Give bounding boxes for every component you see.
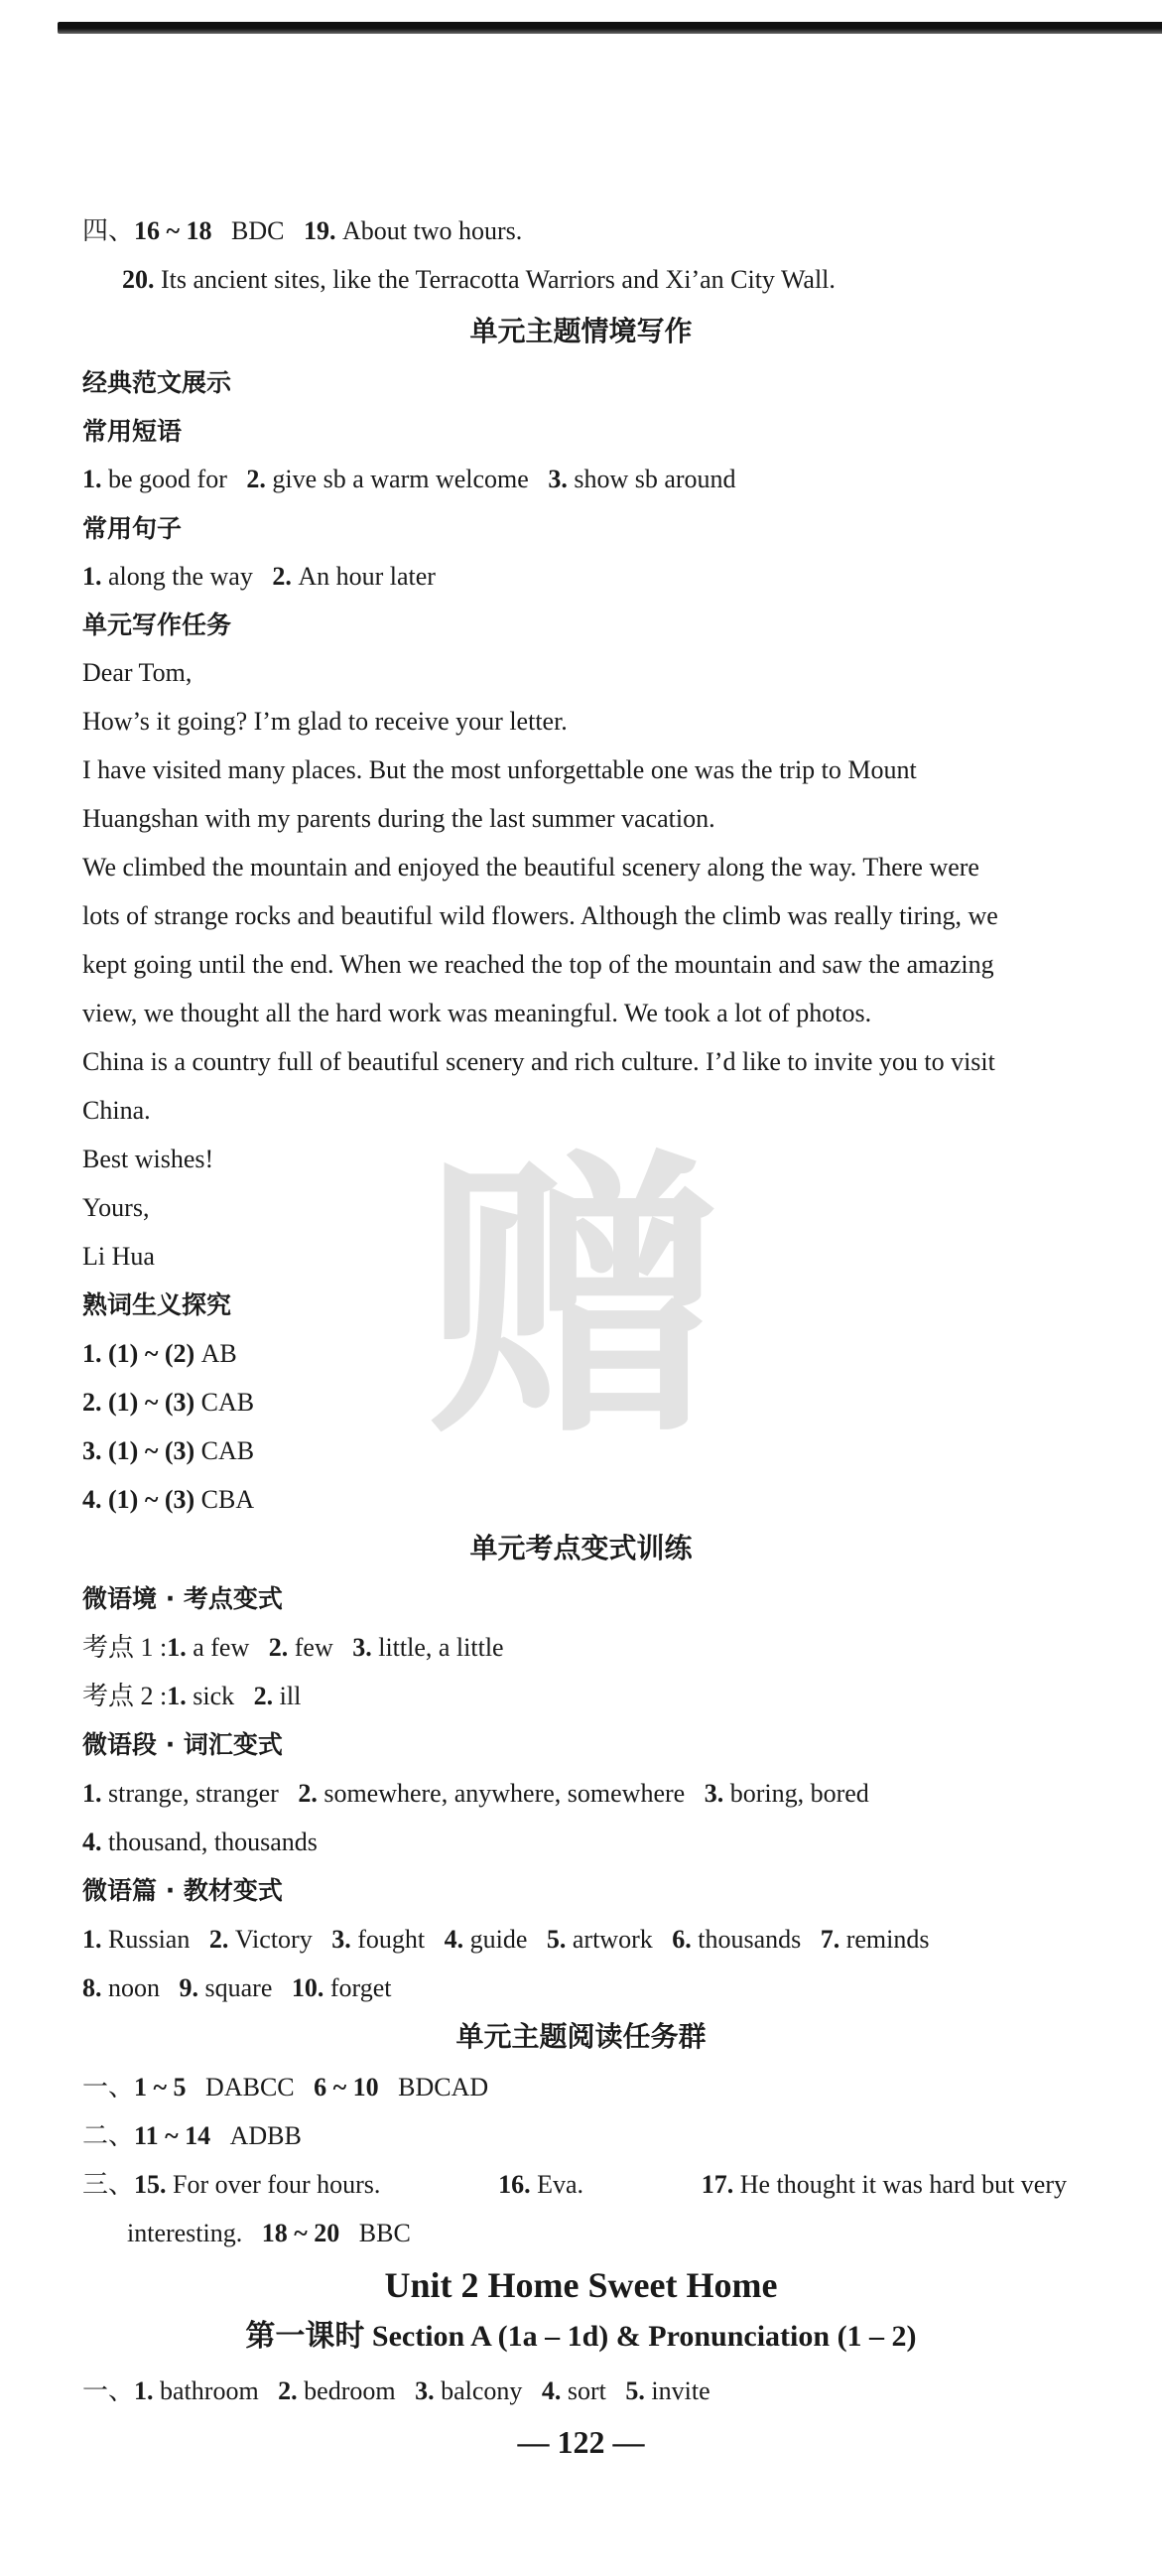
item-number: 1. xyxy=(167,1682,187,1710)
item-number: 2. xyxy=(82,1388,102,1417)
top-rule xyxy=(58,22,1162,34)
reading-line3-part3 xyxy=(702,2168,1067,2202)
item-number: 2. xyxy=(278,2376,298,2405)
section-prefix: 四、 xyxy=(82,216,135,245)
item-number: 3. xyxy=(331,1925,351,1954)
item-text: sick xyxy=(193,1682,235,1710)
unit-title: Unit 2 Home Sweet Home xyxy=(384,2265,778,2305)
answer-text: BDCAD xyxy=(398,2073,489,2101)
item-number: 4. xyxy=(82,1828,102,1856)
phrases-line xyxy=(82,463,1075,496)
phrases-label: 常用短语 xyxy=(82,417,183,446)
question-number: 15. xyxy=(134,2170,167,2199)
part4-line1 xyxy=(82,214,1075,248)
item-text: square xyxy=(204,1973,273,2002)
text-line1 xyxy=(82,1923,1075,1957)
item-number: 2. xyxy=(272,562,292,591)
item-text: bathroom xyxy=(160,2376,259,2405)
item-text: show sb around xyxy=(574,465,736,493)
item-number: 2. xyxy=(298,1779,318,1808)
unit2-answers-line xyxy=(82,2374,1075,2408)
polysemy-item xyxy=(82,1483,1075,1517)
letter-closing: Best wishes! xyxy=(82,1145,214,1173)
item-number: 10. xyxy=(291,1973,324,2002)
letter-line: China is a country full of beautiful scenery and rich culture. I’d like to invite you to visit xyxy=(82,1047,995,1076)
item-text: Victory xyxy=(234,1925,313,1954)
item-text: along the way xyxy=(108,562,253,591)
item-number: 7. xyxy=(820,1925,840,1954)
item-answer: CAB xyxy=(200,1388,255,1417)
letter-line: Huangshan with my parents during the last summer vacation. xyxy=(82,804,715,833)
item-text: strange, stranger xyxy=(108,1779,279,1808)
item-text: sort xyxy=(567,2376,606,2405)
context-label: 微语境 · 考点变式 xyxy=(82,1584,283,1613)
reading-line3-part2 xyxy=(498,2168,583,2202)
point-label: 考点 2 : xyxy=(82,1682,168,1710)
section-prefix: 三、 xyxy=(82,2170,135,2199)
letter-line: China. xyxy=(82,1096,151,1125)
item-answer: CBA xyxy=(200,1485,255,1514)
sentences-line xyxy=(82,560,1075,594)
item-answer: CAB xyxy=(200,1436,255,1465)
item-text: invite xyxy=(651,2376,710,2405)
reading-line1 xyxy=(82,2071,1075,2104)
section-prefix: 一、 xyxy=(82,2073,135,2101)
item-number: 1. xyxy=(82,1779,102,1808)
item-text: An hour later xyxy=(298,562,436,591)
variants-heading: 单元考点变式训练 xyxy=(469,1532,693,1564)
lesson-title: 第一课时 Section A (1a – 1d) & Pronunciation (1 – 2) xyxy=(245,2320,917,2353)
letter-signature: Li Hua xyxy=(82,1242,155,1271)
item-number: 3. xyxy=(82,1436,102,1465)
answer-text: DABCC xyxy=(205,2073,295,2101)
sentences-label: 常用句子 xyxy=(82,514,183,543)
item-text: ill xyxy=(279,1682,302,1710)
item-number: 3. xyxy=(352,1633,372,1662)
reading-line2 xyxy=(82,2119,1075,2153)
reading-line3 xyxy=(82,2168,1067,2202)
item-range: (1) ~ (3) xyxy=(108,1485,195,1514)
letter-line: kept going until the end. When we reached the top of the mountain and saw the amazing xyxy=(82,950,994,979)
question-number: 11 ~ 14 xyxy=(134,2121,211,2150)
section-prefix: 二、 xyxy=(82,2121,135,2150)
answer-text: For over four hours. xyxy=(173,2170,381,2199)
task-label: 单元写作任务 xyxy=(82,610,232,639)
question-number: 16. xyxy=(498,2170,531,2199)
item-text: Russian xyxy=(108,1925,191,1954)
item-text: forget xyxy=(329,1973,392,2002)
answer-text: About two hours. xyxy=(342,216,523,245)
item-text: balcony xyxy=(441,2376,523,2405)
text-label: 微语篇 · 教材变式 xyxy=(82,1876,283,1905)
item-text: be good for xyxy=(108,465,227,493)
item-number: 1. xyxy=(82,562,102,591)
answer-text: interesting. xyxy=(127,2219,243,2247)
item-number: 3. xyxy=(415,2376,435,2405)
item-text: a few xyxy=(193,1633,250,1662)
polysemy-item xyxy=(82,1337,1075,1371)
item-number: 2. xyxy=(246,465,266,493)
item-number: 3. xyxy=(548,465,568,493)
item-text: noon xyxy=(108,1973,160,2002)
question-number: 18 ~ 20 xyxy=(261,2219,340,2247)
item-answer: AB xyxy=(200,1339,237,1368)
showcase-label: 经典范文展示 xyxy=(82,368,232,397)
item-text: little, a little xyxy=(378,1633,504,1662)
letter-line: lots of strange rocks and beautiful wild flowers. Although the climb was really tiring, we xyxy=(82,901,998,930)
item-number: 3. xyxy=(704,1779,724,1808)
answer-text: BBC xyxy=(358,2219,411,2247)
question-number: 6 ~ 10 xyxy=(314,2073,379,2101)
question-number: 1 ~ 5 xyxy=(134,2073,187,2101)
item-range: (1) ~ (3) xyxy=(108,1388,195,1417)
item-text: fought xyxy=(357,1925,426,1954)
reading-heading: 单元主题阅读任务群 xyxy=(455,2020,707,2053)
reading-line4 xyxy=(127,2217,1119,2250)
item-number: 9. xyxy=(179,1973,198,2002)
reading-line3-part1 xyxy=(82,2168,380,2202)
polysemy-label: 熟词生义探究 xyxy=(82,1290,232,1319)
item-text: artwork xyxy=(572,1925,653,1954)
answer-text: ADBB xyxy=(229,2121,302,2150)
item-number: 2. xyxy=(253,1682,274,1710)
item-number: 4. xyxy=(541,2376,562,2405)
item-number: 4. xyxy=(82,1485,102,1514)
letter-line: view, we thought all the hard work was meaningful. We took a lot of photos. xyxy=(82,999,872,1027)
item-text: boring, bored xyxy=(729,1779,869,1808)
item-text: reminds xyxy=(845,1925,930,1954)
item-number: 4. xyxy=(444,1925,464,1954)
question-number: 17. xyxy=(701,2170,734,2199)
page-number: — 122 — xyxy=(517,2424,645,2460)
polysemy-item xyxy=(82,1434,1075,1468)
item-text: give sb a warm welcome xyxy=(272,465,529,493)
item-number: 1. xyxy=(134,2376,154,2405)
item-number: 1. xyxy=(82,1339,102,1368)
answer-text: BDC xyxy=(231,216,285,245)
polysemy-item xyxy=(82,1386,1075,1420)
text-line2 xyxy=(82,1971,1075,2005)
item-number: 5. xyxy=(625,2376,645,2405)
question-number: 19. xyxy=(304,216,336,245)
item-range: (1) ~ (3) xyxy=(108,1436,195,1465)
point2-line xyxy=(82,1680,1075,1713)
item-number: 1. xyxy=(82,465,102,493)
writing-heading: 单元主题情境写作 xyxy=(469,315,693,347)
letter-line: How’s it going? I’m glad to receive your letter. xyxy=(82,707,568,736)
item-text: guide xyxy=(469,1925,528,1954)
letter-line: We climbed the mountain and enjoyed the beautiful scenery along the way. There were xyxy=(82,853,979,881)
question-number: 16 ~ 18 xyxy=(134,216,212,245)
answer-text: Its ancient sites, like the Terracotta Warriors and Xi’an City Wall. xyxy=(161,265,836,294)
answer-text: He thought it was hard but very xyxy=(739,2170,1067,2199)
section-prefix: 一、 xyxy=(82,2376,135,2405)
item-text: few xyxy=(294,1633,333,1662)
letter-greeting: Dear Tom, xyxy=(82,658,193,687)
item-text: bedroom xyxy=(304,2376,396,2405)
letter-line: I have visited many places. But the most unforgettable one was the trip to Mount xyxy=(82,755,917,784)
paragraph-label: 微语段 · 词汇变式 xyxy=(82,1730,283,1759)
item-range: (1) ~ (2) xyxy=(108,1339,195,1368)
vocab-line2 xyxy=(82,1826,1075,1859)
item-number: 1. xyxy=(167,1633,187,1662)
watermark: 赠 xyxy=(425,1127,722,1473)
item-text: thousand, thousands xyxy=(108,1828,318,1856)
part4-line2 xyxy=(122,263,1114,297)
item-number: 2. xyxy=(268,1633,289,1662)
vocab-line1 xyxy=(82,1777,1075,1811)
item-number: 8. xyxy=(82,1973,102,2002)
letter-sign-off: Yours, xyxy=(82,1193,150,1222)
item-number: 6. xyxy=(672,1925,692,1954)
item-text: thousands xyxy=(698,1925,802,1954)
item-number: 1. xyxy=(82,1925,102,1954)
item-number: 5. xyxy=(546,1925,567,1954)
item-text: somewhere, anywhere, somewhere xyxy=(323,1779,686,1808)
item-number: 2. xyxy=(208,1925,229,1954)
point1-line xyxy=(82,1631,1075,1665)
point-label: 考点 1 : xyxy=(82,1633,168,1662)
answer-text: Eva. xyxy=(537,2170,584,2199)
question-number: 20. xyxy=(122,265,155,294)
